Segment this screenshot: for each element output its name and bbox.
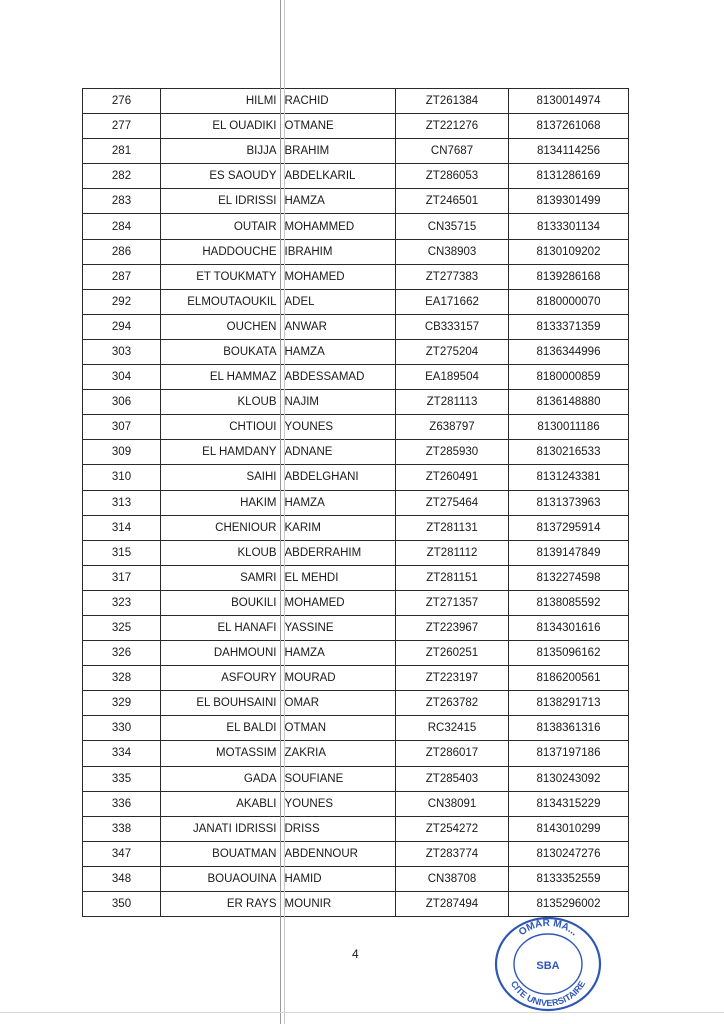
row-number: 292 (83, 289, 161, 314)
table-row (83, 440, 629, 465)
stamp-ring-text-bottom: CITE UNIVERSITAIRE (508, 979, 588, 1009)
table-row (83, 164, 629, 189)
first-name: ABDELKARIL (281, 164, 396, 189)
id-card-number: CN38903 (396, 239, 509, 264)
student-list-table (82, 88, 629, 917)
id-card-number: RC32415 (396, 716, 509, 741)
first-name: ADNANE (281, 440, 396, 465)
first-name: NAJIM (281, 390, 396, 415)
last-name: ASFOURY (161, 666, 281, 691)
id-card-number: ZT281113 (396, 390, 509, 415)
id-card-number: ZT271357 (396, 590, 509, 615)
last-name: HADDOUCHE (161, 239, 281, 264)
row-number: 294 (83, 314, 161, 339)
id-card-number: CN7687 (396, 139, 509, 164)
student-code: 8136344996 (509, 339, 629, 364)
table-row (83, 641, 629, 666)
table-row (83, 465, 629, 490)
id-card-number: ZT281151 (396, 565, 509, 590)
last-name: KLOUB (161, 540, 281, 565)
id-card-number: ZT263782 (396, 691, 509, 716)
student-code: 8143010299 (509, 816, 629, 841)
student-code: 8139301499 (509, 189, 629, 214)
table-row (83, 791, 629, 816)
last-name: CHENIOUR (161, 515, 281, 540)
student-code: 8137295914 (509, 515, 629, 540)
id-card-number: CB333157 (396, 314, 509, 339)
first-name: DRISS (281, 816, 396, 841)
table-row (83, 139, 629, 164)
last-name: BOUKATA (161, 339, 281, 364)
student-code: 8186200561 (509, 666, 629, 691)
student-code: 8134315229 (509, 791, 629, 816)
id-card-number: ZT277383 (396, 264, 509, 289)
table-row (83, 89, 629, 114)
table-row (83, 189, 629, 214)
first-name: MOURAD (281, 666, 396, 691)
table-row (83, 339, 629, 364)
id-card-number: ZT221276 (396, 114, 509, 139)
first-name: HAMZA (281, 339, 396, 364)
first-name: ABDERRAHIM (281, 540, 396, 565)
stamp-center-text: SBA (536, 960, 560, 972)
row-number: 314 (83, 515, 161, 540)
student-code: 8139286168 (509, 264, 629, 289)
first-name: HAMZA (281, 641, 396, 666)
first-name: SOUFIANE (281, 766, 396, 791)
id-card-number: ZT246501 (396, 189, 509, 214)
table-row (83, 691, 629, 716)
student-code: 8137197186 (509, 741, 629, 766)
table-row (83, 314, 629, 339)
student-code: 8134301616 (509, 615, 629, 640)
first-name: HAMZA (281, 490, 396, 515)
id-card-number: CN38091 (396, 791, 509, 816)
first-name: MOHAMMED (281, 214, 396, 239)
table-row (83, 114, 629, 139)
id-card-number: ZT285403 (396, 766, 509, 791)
student-code: 8131373963 (509, 490, 629, 515)
id-card-number: ZT254272 (396, 816, 509, 841)
row-number: 315 (83, 540, 161, 565)
table-row (83, 766, 629, 791)
table-row (83, 590, 629, 615)
id-card-number: EA189504 (396, 365, 509, 390)
last-name: EL IDRISSI (161, 189, 281, 214)
id-card-number: ZT285930 (396, 440, 509, 465)
id-card-number: ZT223197 (396, 666, 509, 691)
first-name: ZAKRIA (281, 741, 396, 766)
row-number: 306 (83, 390, 161, 415)
row-number: 334 (83, 741, 161, 766)
first-name: OTMANE (281, 114, 396, 139)
student-code: 8130247276 (509, 841, 629, 866)
row-number: 286 (83, 239, 161, 264)
last-name: BOUATMAN (161, 841, 281, 866)
last-name: HILMI (161, 89, 281, 114)
first-name: YASSINE (281, 615, 396, 640)
table-row (83, 666, 629, 691)
last-name: DAHMOUNI (161, 641, 281, 666)
first-name: OTMAN (281, 716, 396, 741)
row-number: 350 (83, 892, 161, 917)
table-row (83, 540, 629, 565)
row-number: 284 (83, 214, 161, 239)
student-code: 8130243092 (509, 766, 629, 791)
last-name: JANATI IDRISSI (161, 816, 281, 841)
first-name: ABDENNOUR (281, 841, 396, 866)
table-row (83, 415, 629, 440)
last-name: ET TOUKMATY (161, 264, 281, 289)
first-name: ADEL (281, 289, 396, 314)
student-code: 8180000859 (509, 365, 629, 390)
student-code: 8130109202 (509, 239, 629, 264)
row-number: 335 (83, 766, 161, 791)
row-number: 317 (83, 565, 161, 590)
id-card-number: ZT260491 (396, 465, 509, 490)
student-code: 8180000070 (509, 289, 629, 314)
student-code: 8133371359 (509, 314, 629, 339)
row-number: 276 (83, 89, 161, 114)
student-code: 8133352559 (509, 866, 629, 891)
table-body (83, 89, 629, 917)
id-card-number: EA171662 (396, 289, 509, 314)
id-card-number: ZT286053 (396, 164, 509, 189)
first-name: EL MEHDI (281, 565, 396, 590)
first-name: HAMZA (281, 189, 396, 214)
table-row (83, 515, 629, 540)
row-number: 313 (83, 490, 161, 515)
student-code: 8138291713 (509, 691, 629, 716)
table-row (83, 615, 629, 640)
last-name: BOUAOUINA (161, 866, 281, 891)
row-number: 328 (83, 666, 161, 691)
row-number: 336 (83, 791, 161, 816)
id-card-number: CN38708 (396, 866, 509, 891)
student-code: 8137261068 (509, 114, 629, 139)
row-number: 338 (83, 816, 161, 841)
student-code: 8132274598 (509, 565, 629, 590)
row-number: 348 (83, 866, 161, 891)
last-name: CHTIOUI (161, 415, 281, 440)
student-code: 8134114256 (509, 139, 629, 164)
student-code: 8130216533 (509, 440, 629, 465)
row-number: 303 (83, 339, 161, 364)
student-code: 8131243381 (509, 465, 629, 490)
row-number: 309 (83, 440, 161, 465)
last-name: EL HAMMAZ (161, 365, 281, 390)
first-name: HAMID (281, 866, 396, 891)
last-name: ELMOUTAOUKIL (161, 289, 281, 314)
first-name: MOUNIR (281, 892, 396, 917)
first-name: BRAHIM (281, 139, 396, 164)
first-name: YOUNES (281, 791, 396, 816)
row-number: 287 (83, 264, 161, 289)
student-code: 8130011186 (509, 415, 629, 440)
table-row (83, 565, 629, 590)
last-name: MOTASSIM (161, 741, 281, 766)
row-number: 329 (83, 691, 161, 716)
first-name: ANWAR (281, 314, 396, 339)
last-name: OUTAIR (161, 214, 281, 239)
row-number: 281 (83, 139, 161, 164)
student-code: 8139147849 (509, 540, 629, 565)
scan-fold-line (284, 0, 285, 1024)
last-name: OUCHEN (161, 314, 281, 339)
id-card-number: ZT223967 (396, 615, 509, 640)
first-name: MOHAMED (281, 264, 396, 289)
table-row (83, 716, 629, 741)
scan-edge-line (0, 1012, 724, 1013)
table-row (83, 390, 629, 415)
table-row (83, 741, 629, 766)
row-number: 307 (83, 415, 161, 440)
table-row (83, 490, 629, 515)
last-name: EL HAMDANY (161, 440, 281, 465)
first-name: ABDELGHANI (281, 465, 396, 490)
id-card-number: ZT275204 (396, 339, 509, 364)
student-code: 8135096162 (509, 641, 629, 666)
row-number: 304 (83, 365, 161, 390)
first-name: IBRAHIM (281, 239, 396, 264)
id-card-number: ZT275464 (396, 490, 509, 515)
row-number: 323 (83, 590, 161, 615)
row-number: 330 (83, 716, 161, 741)
student-code: 8136148880 (509, 390, 629, 415)
student-code: 8131286169 (509, 164, 629, 189)
row-number: 347 (83, 841, 161, 866)
id-card-number: Z638797 (396, 415, 509, 440)
table-row (83, 289, 629, 314)
table-row (83, 214, 629, 239)
last-name: ES SAOUDY (161, 164, 281, 189)
last-name: EL BOUHSAINI (161, 691, 281, 716)
table-row (83, 841, 629, 866)
scan-fold-line (280, 0, 281, 1024)
id-card-number: ZT281131 (396, 515, 509, 540)
last-name: ER RAYS (161, 892, 281, 917)
student-code: 8135296002 (509, 892, 629, 917)
row-number: 277 (83, 114, 161, 139)
student-code: 8130014974 (509, 89, 629, 114)
last-name: AKABLI (161, 791, 281, 816)
id-card-number: ZT281112 (396, 540, 509, 565)
id-card-number: ZT286017 (396, 741, 509, 766)
row-number: 283 (83, 189, 161, 214)
id-card-number: ZT287494 (396, 892, 509, 917)
last-name: KLOUB (161, 390, 281, 415)
last-name: EL OUADIKI (161, 114, 281, 139)
table-row (83, 866, 629, 891)
student-code: 8138361316 (509, 716, 629, 741)
table-row (83, 264, 629, 289)
page-number: 4 (352, 947, 359, 961)
id-card-number: CN35715 (396, 214, 509, 239)
last-name: BIJJA (161, 139, 281, 164)
first-name: RACHID (281, 89, 396, 114)
first-name: KARIM (281, 515, 396, 540)
last-name: SAIHI (161, 465, 281, 490)
table-row (83, 816, 629, 841)
last-name: BOUKILI (161, 590, 281, 615)
table-row (83, 239, 629, 264)
student-code: 8138085592 (509, 590, 629, 615)
first-name: OMAR (281, 691, 396, 716)
first-name: YOUNES (281, 415, 396, 440)
id-card-number: ZT283774 (396, 841, 509, 866)
last-name: SAMRI (161, 565, 281, 590)
row-number: 310 (83, 465, 161, 490)
row-number: 282 (83, 164, 161, 189)
university-stamp (486, 908, 610, 1014)
row-number: 326 (83, 641, 161, 666)
table-row (83, 365, 629, 390)
last-name: EL HANAFI (161, 615, 281, 640)
last-name: EL BALDI (161, 716, 281, 741)
id-card-number: ZT260251 (396, 641, 509, 666)
id-card-number: ZT261384 (396, 89, 509, 114)
student-code: 8133301134 (509, 214, 629, 239)
first-name: ABDESSAMAD (281, 365, 396, 390)
row-number: 325 (83, 615, 161, 640)
last-name: GADA (161, 766, 281, 791)
first-name: MOHAMED (281, 590, 396, 615)
stamp-ring-text-top: OMAR MA... (516, 917, 580, 939)
last-name: HAKIM (161, 490, 281, 515)
